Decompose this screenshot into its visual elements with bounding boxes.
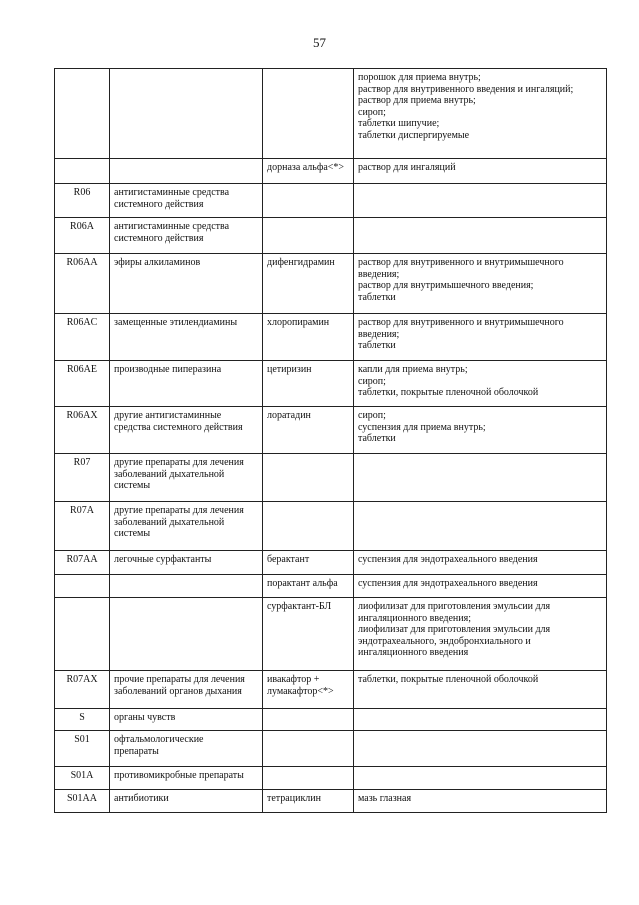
substance-cell: берактант (263, 551, 354, 575)
atc-code-cell: R07AA (55, 551, 110, 575)
group-name-cell: производные пиперазина (110, 361, 263, 407)
atc-code-cell: R06AX (55, 407, 110, 454)
table-row (55, 361, 607, 407)
page-number: 57 (313, 35, 326, 50)
dosage-forms-cell: лиофилизат для приготовления эмульсии для ингаляционного введения; лиофилизат для приготовления эмульсии для эндотрахеального, эндобронхиального и ингаляционного введения (354, 598, 607, 671)
table-row (55, 218, 607, 254)
table-row (55, 598, 607, 671)
substance-cell: ивакафтор + лумакафтор<*> (263, 671, 354, 709)
group-name-cell: другие препараты для лечения заболеваний дыхательной системы (110, 454, 263, 502)
table-row (55, 159, 607, 184)
table-row (55, 551, 607, 575)
dosage-forms-cell: раствор для внутривенного и внутримышечного введения; таблетки (354, 314, 607, 361)
atc-code-cell: R07A (55, 502, 110, 551)
group-name-cell: офтальмологические препараты (110, 731, 263, 767)
atc-code-cell: R07AX (55, 671, 110, 709)
substance-cell: лоратадин (263, 407, 354, 454)
dosage-forms-cell: суспензия для эндотрахеального введения (354, 575, 607, 598)
group-name-cell: прочие препараты для лечения заболеваний органов дыхания (110, 671, 263, 709)
table-row (55, 454, 607, 502)
table-body (55, 69, 607, 813)
atc-code-cell (55, 598, 110, 671)
atc-code-cell: S01 (55, 731, 110, 767)
table-row (55, 502, 607, 551)
substance-cell (263, 218, 354, 254)
table-row (55, 671, 607, 709)
atc-code-cell: R06A (55, 218, 110, 254)
group-name-cell (110, 598, 263, 671)
group-name-cell: другие антигистаминные средства системного действия (110, 407, 263, 454)
table-row (55, 767, 607, 790)
substance-cell (263, 69, 354, 159)
dosage-forms-cell: суспензия для эндотрахеального введения (354, 551, 607, 575)
substance-cell (263, 709, 354, 731)
table-row (55, 790, 607, 813)
substance-cell (263, 502, 354, 551)
group-name-cell (110, 69, 263, 159)
substance-cell: хлоропирамин (263, 314, 354, 361)
table-row (55, 254, 607, 314)
table-row (55, 314, 607, 361)
dosage-forms-cell: мазь глазная (354, 790, 607, 813)
dosage-forms-cell (354, 218, 607, 254)
dosage-forms-cell: капли для приема внутрь; сироп; таблетки, покрытые пленочной оболочкой (354, 361, 607, 407)
substance-cell (263, 454, 354, 502)
substance-cell: порактант альфа (263, 575, 354, 598)
table-row (55, 407, 607, 454)
group-name-cell: противомикробные препараты (110, 767, 263, 790)
group-name-cell: эфиры алкиламинов (110, 254, 263, 314)
group-name-cell: антибиотики (110, 790, 263, 813)
table-row (55, 709, 607, 731)
substance-cell: дорназа альфа<*> (263, 159, 354, 184)
atc-code-cell (55, 575, 110, 598)
group-name-cell: замещенные этилендиамины (110, 314, 263, 361)
drug-table (54, 68, 607, 813)
group-name-cell (110, 575, 263, 598)
atc-code-cell: R06AC (55, 314, 110, 361)
atc-code-cell: S01AA (55, 790, 110, 813)
group-name-cell: другие препараты для лечения заболеваний дыхательной системы (110, 502, 263, 551)
atc-code-cell: S (55, 709, 110, 731)
dosage-forms-cell (354, 731, 607, 767)
atc-code-cell (55, 159, 110, 184)
dosage-forms-cell (354, 184, 607, 218)
substance-cell: тетрациклин (263, 790, 354, 813)
table-row (55, 575, 607, 598)
group-name-cell: антигистаминные средства системного действия (110, 184, 263, 218)
substance-cell (263, 767, 354, 790)
group-name-cell: легочные сурфактанты (110, 551, 263, 575)
group-name-cell (110, 159, 263, 184)
atc-code-cell: R06 (55, 184, 110, 218)
dosage-forms-cell: таблетки, покрытые пленочной оболочкой (354, 671, 607, 709)
group-name-cell: антигистаминные средства системного действия (110, 218, 263, 254)
atc-code-cell: S01A (55, 767, 110, 790)
table-row (55, 184, 607, 218)
atc-code-cell: R06AA (55, 254, 110, 314)
dosage-forms-cell: раствор для внутривенного и внутримышечного введения; раствор для внутримышечного введения; таблетки (354, 254, 607, 314)
dosage-forms-cell (354, 454, 607, 502)
table-row (55, 69, 607, 159)
substance-cell (263, 184, 354, 218)
substance-cell: дифенгидрамин (263, 254, 354, 314)
atc-code-cell: R07 (55, 454, 110, 502)
atc-code-cell (55, 69, 110, 159)
dosage-forms-cell (354, 709, 607, 731)
dosage-forms-cell: раствор для ингаляций (354, 159, 607, 184)
table-row (55, 731, 607, 767)
substance-cell: цетиризин (263, 361, 354, 407)
group-name-cell: органы чувств (110, 709, 263, 731)
substance-cell (263, 731, 354, 767)
dosage-forms-cell (354, 767, 607, 790)
substance-cell: сурфактант-БЛ (263, 598, 354, 671)
dosage-forms-cell: порошок для приема внутрь; раствор для внутривенного введения и ингаляций; раствор для приема внутрь; сироп; таблетки шипучие; таблетки диспергируемые (354, 69, 607, 159)
atc-code-cell: R06AE (55, 361, 110, 407)
dosage-forms-cell (354, 502, 607, 551)
dosage-forms-cell: сироп; суспензия для приема внутрь; таблетки (354, 407, 607, 454)
